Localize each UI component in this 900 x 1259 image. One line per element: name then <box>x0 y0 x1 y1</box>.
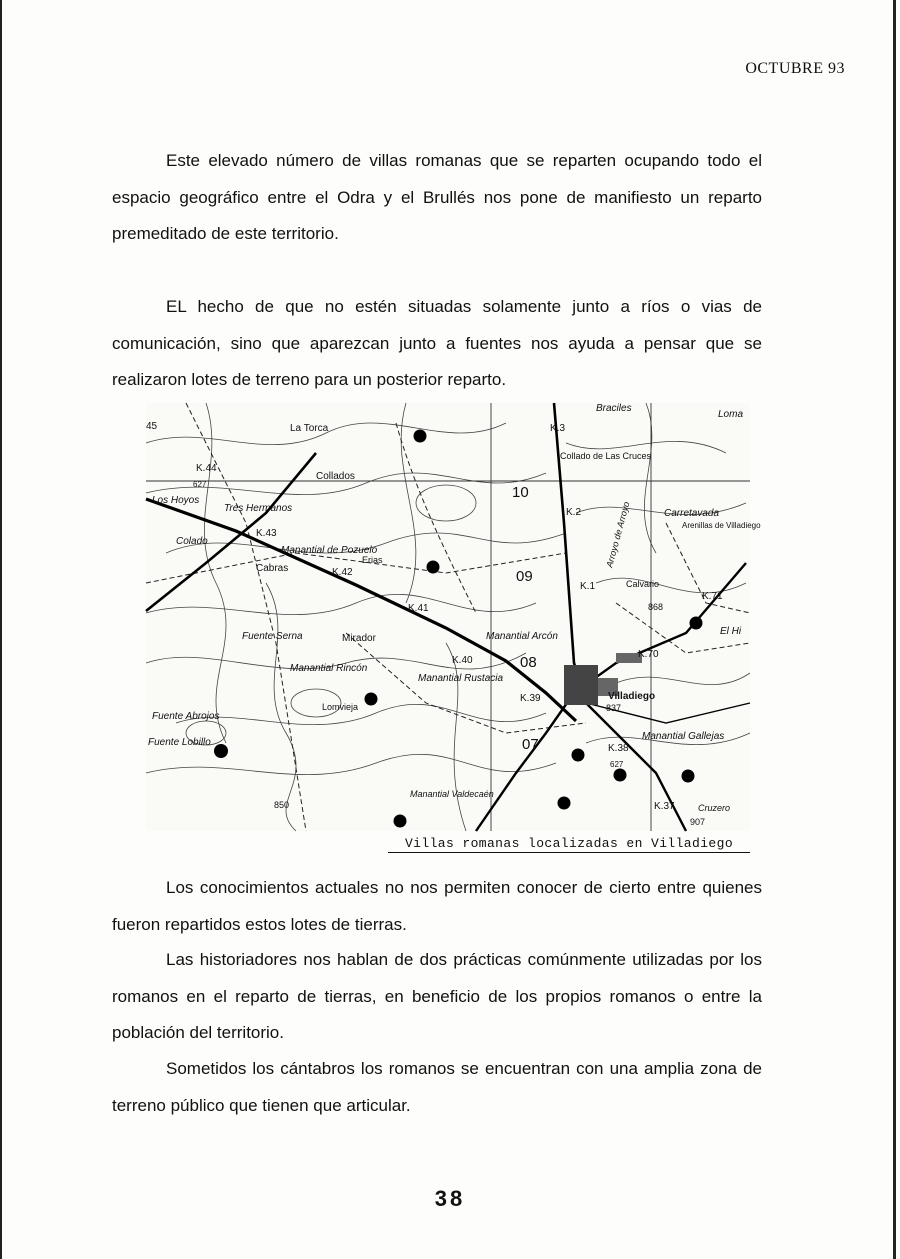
label-manantial-pozuelo: Manantial de Pozuelo <box>281 545 378 556</box>
label-k42: K.42 <box>332 567 353 578</box>
page-edge-right <box>893 0 896 1259</box>
villa-marker <box>614 769 627 782</box>
page-edge-left <box>0 0 2 1259</box>
label-fuente-abrojos: Fuente Abrojos <box>152 711 220 722</box>
villa-marker <box>365 693 378 706</box>
page-number: 38 <box>434 1186 466 1211</box>
label-grid-45: 45 <box>146 421 158 432</box>
label-k2: K.2 <box>566 507 582 518</box>
paragraph-4 <box>112 942 762 1052</box>
villa-marker <box>682 770 695 783</box>
label-cruzero: Cruzero <box>698 803 731 813</box>
paragraph-4-text: Las historiadores nos hablan de dos prácticas comúnmente utilizadas por los romanos en el reparto de tierras, en beneficio de los propios romanos o entre la población del territorio. <box>112 950 762 1042</box>
label-erias: Erias <box>362 555 383 565</box>
map-caption: Villas romanas localizadas en Villadiego <box>388 836 750 853</box>
label-grid-09: 09 <box>516 568 533 585</box>
villa-marker <box>214 744 228 758</box>
label-arenillas: Arenillas de Villadiego <box>682 521 761 530</box>
label-braciles: Braciles <box>596 403 632 414</box>
label-837: 837 <box>606 703 622 713</box>
label-manantial-rustacia: Manantial Rustacia <box>418 673 504 684</box>
label-manantial-gallejas: Manantial Gallejas <box>642 731 725 742</box>
map-svg <box>146 403 761 831</box>
paragraph-1 <box>112 143 762 253</box>
label-k40: K.40 <box>452 655 473 666</box>
paragraph-5 <box>112 1051 762 1124</box>
label-el-hi: El Hi <box>720 626 742 637</box>
label-k39: K.39 <box>520 693 541 704</box>
label-carretavada: Carretavada <box>664 508 720 519</box>
villa-marker <box>558 797 571 810</box>
label-grid-07: 07 <box>522 736 539 753</box>
label-fuente-serna: Fuente Serna <box>242 631 303 642</box>
paragraph-3-text: Los conocimientos actuales no nos permiten conocer de cierto entre quienes fueron repartidos estos lotes de tierras. <box>112 878 762 934</box>
label-mirador: Mirador <box>342 633 376 644</box>
label-la-torca: La Torca <box>290 423 329 434</box>
label-calvario: Calvario <box>626 579 660 589</box>
label-arroyo: Arroyo de Arroyo <box>604 500 632 569</box>
label-k71: K.71 <box>702 591 723 602</box>
label-manantial-rincon: Manantial Rincón <box>290 663 368 674</box>
label-k1: K.1 <box>580 581 596 592</box>
label-tres-hermanos: Tres Hermanos <box>224 503 293 514</box>
label-lomvieja: Lomvieja <box>322 702 359 712</box>
label-loma: Loma <box>718 409 744 420</box>
paragraph-2 <box>112 289 762 399</box>
label-627b: 627 <box>610 760 624 769</box>
label-fuente-lobillo: Fuente Lobillo <box>148 737 211 748</box>
label-907: 907 <box>690 817 706 827</box>
paragraph-2-text: EL hecho de que no estén situadas solamente junto a ríos o vias de comunicación, sino que aparezcan junto a fuentes nos ayuda a pensar que se realizaron lotes de terreno para un posterior reparto. <box>112 297 762 389</box>
label-collado-cruces: Collado de Las Cruces <box>560 451 652 461</box>
paragraph-1-text: Este elevado número de villas romanas que se reparten ocupando todo el espacio geográfico entre el Odra y el Brullés nos pone de manifiesto un reparto premeditado de este territorio. <box>112 151 762 243</box>
villa-marker <box>690 617 703 630</box>
label-k70: K.70 <box>638 649 659 660</box>
label-868: 868 <box>648 602 664 612</box>
label-colado: Colado <box>176 536 208 547</box>
label-villadiego: Villadiego <box>608 691 656 702</box>
label-k37: K.37 <box>654 801 675 812</box>
villa-marker <box>427 561 440 574</box>
label-k41: K.41 <box>408 603 429 614</box>
villa-marker <box>572 749 585 762</box>
topographic-map <box>146 403 761 831</box>
villa-marker <box>394 815 407 828</box>
label-k43: K.43 <box>256 528 277 539</box>
label-grid-10: 10 <box>512 484 529 501</box>
label-k38: K.38 <box>608 743 629 754</box>
label-627a: 627 <box>193 480 207 489</box>
label-k44: K.44 <box>196 463 217 474</box>
label-los-hoyos: Los Hoyos <box>152 495 200 506</box>
paragraph-3 <box>112 870 762 943</box>
label-grid-08: 08 <box>520 654 537 671</box>
villa-marker <box>414 430 427 443</box>
label-collados: Collados <box>316 471 355 482</box>
running-header: OCTUBRE 93 <box>745 60 845 77</box>
label-cabras: Cabras <box>256 563 289 574</box>
label-850a: 850 <box>274 800 290 810</box>
paragraph-5-text: Sometidos los cántabros los romanos se encuentran con una amplia zona de terreno público que tienen que articular. <box>112 1059 762 1115</box>
label-k3: K.3 <box>550 423 566 434</box>
label-manantial-arcon: Manantial Arcón <box>486 631 558 642</box>
label-manantial-valdecaen: Manantial Valdecaén <box>410 789 494 799</box>
